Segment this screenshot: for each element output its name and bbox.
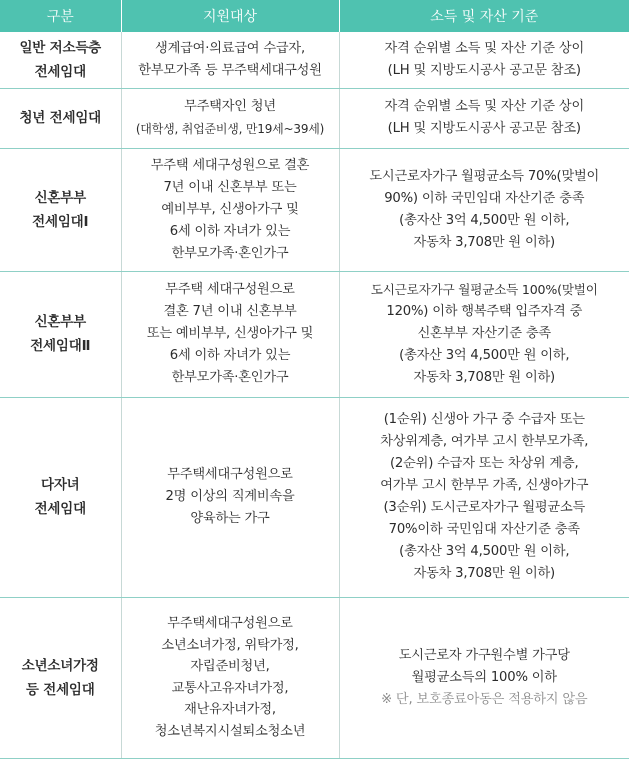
criteria-cell <box>339 88 629 148</box>
target-line: 무주택 세대구성원으로 결혼 <box>150 157 310 173</box>
category-line: 전세임대Ⅰ <box>32 213 89 230</box>
target-line: 자립준비청년, <box>190 659 270 674</box>
target-line: 6세 이하 자녀가 있는 <box>169 348 291 363</box>
criteria-cell <box>339 148 629 271</box>
target-cell <box>121 271 339 397</box>
criteria-cell <box>339 271 629 397</box>
header-category: 구분 <box>0 0 121 32</box>
target-line: 또는 예비부부, 신생아가구 및 <box>146 326 314 341</box>
category-line: 전세임대 <box>34 63 86 80</box>
criteria-line: 자동차 3,708만 원 이하) <box>413 234 555 250</box>
category-cell <box>0 597 121 758</box>
target-cell <box>121 148 339 271</box>
criteria-line: 자동차 3,708만 원 이하) <box>413 370 555 385</box>
category-cell <box>0 88 121 148</box>
criteria-line: 월평균소득의 100% 이하 <box>411 669 557 685</box>
header-target: 지원대상 <box>121 0 339 32</box>
target-line: 한부모가족·혼인가구 <box>171 245 289 261</box>
target-line: 6세 이하 자녀가 있는 <box>169 223 291 239</box>
criteria-line: (LH 및 지방도시공사 공고문 참조) <box>387 62 581 78</box>
target-line: (대학생, 취업준비생, 만19세~39세) <box>135 122 325 136</box>
category-line: 소년소녀가정 <box>21 657 99 674</box>
criteria-line: 도시근로자 가구원수별 가구당 <box>398 647 570 663</box>
target-cell <box>121 597 339 758</box>
category-line: 등 전세임대 <box>25 681 95 698</box>
table-row <box>0 88 629 148</box>
target-cell <box>121 32 339 88</box>
category-cell <box>0 271 121 397</box>
table-row <box>0 148 629 271</box>
criteria-cell <box>339 32 629 88</box>
category-cell <box>0 397 121 597</box>
criteria-line: 자동차 3,708만 원 이하) <box>413 566 555 581</box>
criteria-line: 여가부 고시 한부무 가족, 신생아가구 <box>380 478 589 493</box>
target-line: 한부모가족 등 무주택세대구성원 <box>138 62 322 78</box>
criteria-line: (1순위) 신생아 가구 중 수급자 또는 <box>383 412 585 427</box>
criteria-line: 120%) 이하 행복주택 입주자격 중 <box>386 304 583 319</box>
target-cell <box>121 397 339 597</box>
target-line: 소년소녀가정, 위탁가정, <box>161 637 299 653</box>
category-line: 신혼부부 <box>34 314 86 330</box>
criteria-line: (총자산 3억 4,500만 원 이하, <box>399 212 570 228</box>
criteria-line: 자격 순위별 소득 및 자산 기준 상이 <box>384 40 584 56</box>
category-cell <box>0 32 121 88</box>
criteria-line: 자격 순위별 소득 및 자산 기준 상이 <box>384 99 584 114</box>
target-line: 한부모가족·혼인가구 <box>171 370 289 385</box>
category-line: 전세임대 <box>34 501 86 517</box>
target-line: 재난유자녀가정, <box>184 702 276 717</box>
target-line: 무주택세대구성원으로 <box>167 616 293 631</box>
criteria-line: (2순위) 수급자 또는 차상위 계층, <box>389 456 579 471</box>
criteria-line: (3순위) 도시근로자가구 월평균소득 <box>383 500 586 515</box>
target-line: 청소년복지시설퇴소청소년 <box>154 723 306 739</box>
target-line: 양육하는 가구 <box>190 511 270 526</box>
criteria-line: 도시근로자가구 월평균소득 100%(맞벌이 <box>370 282 598 297</box>
criteria-line: 차상위계층, 여가부 고시 한부모가족, <box>380 434 589 449</box>
target-line: 예비부부, 신생아가구 및 <box>161 201 299 217</box>
target-cell <box>121 88 339 148</box>
criteria-line: (LH 및 지방도시공사 공고문 참조) <box>387 121 581 136</box>
criteria-line: 90%) 이하 국민임대 자산기준 충족 <box>384 190 585 206</box>
criteria-line: 70%이하 국민임대 자산기준 충족 <box>388 522 580 537</box>
target-line: 7년 이내 신혼부부 또는 <box>163 179 297 195</box>
criteria-line: (총자산 3억 4,500만 원 이하, <box>399 544 570 559</box>
criteria-line: 도시근로자가구 월평균소득 70%(맞벌이 <box>369 168 600 184</box>
target-line: 무주택 세대구성원으로 <box>165 282 295 297</box>
target-line: 2명 이상의 직계비속을 <box>165 489 295 504</box>
category-line: 다자녀 <box>40 477 80 493</box>
category-line: 일반 저소득층 <box>19 39 102 56</box>
target-line: 무주택자인 청년 <box>184 99 276 114</box>
category-line: 청년 전세임대 <box>19 110 102 126</box>
category-cell <box>0 148 121 271</box>
table-row <box>0 32 629 88</box>
category-line: 신혼부부 <box>34 189 86 206</box>
table-header-row <box>0 0 629 32</box>
header-criteria: 소득 및 자산 기준 <box>339 0 629 32</box>
criteria-line: 신혼부부 자산기준 충족 <box>417 326 551 341</box>
criteria-line: (총자산 3억 4,500만 원 이하, <box>399 348 570 363</box>
category-line: 전세임대Ⅱ <box>30 338 91 354</box>
target-line: 무주택세대구성원으로 <box>167 467 293 482</box>
target-line: 생계급여·의료급여 수급자, <box>155 40 305 56</box>
criteria-cell <box>339 397 629 597</box>
criteria-note: ※ 단, 보호종료아동은 적용하지 않음 <box>381 691 588 707</box>
table-row <box>0 597 629 758</box>
table-row <box>0 397 629 597</box>
table-row <box>0 271 629 397</box>
target-line: 결혼 7년 이내 신혼부부 <box>163 304 297 319</box>
target-line: 교통사고유자녀가정, <box>171 680 289 696</box>
criteria-cell <box>339 597 629 758</box>
